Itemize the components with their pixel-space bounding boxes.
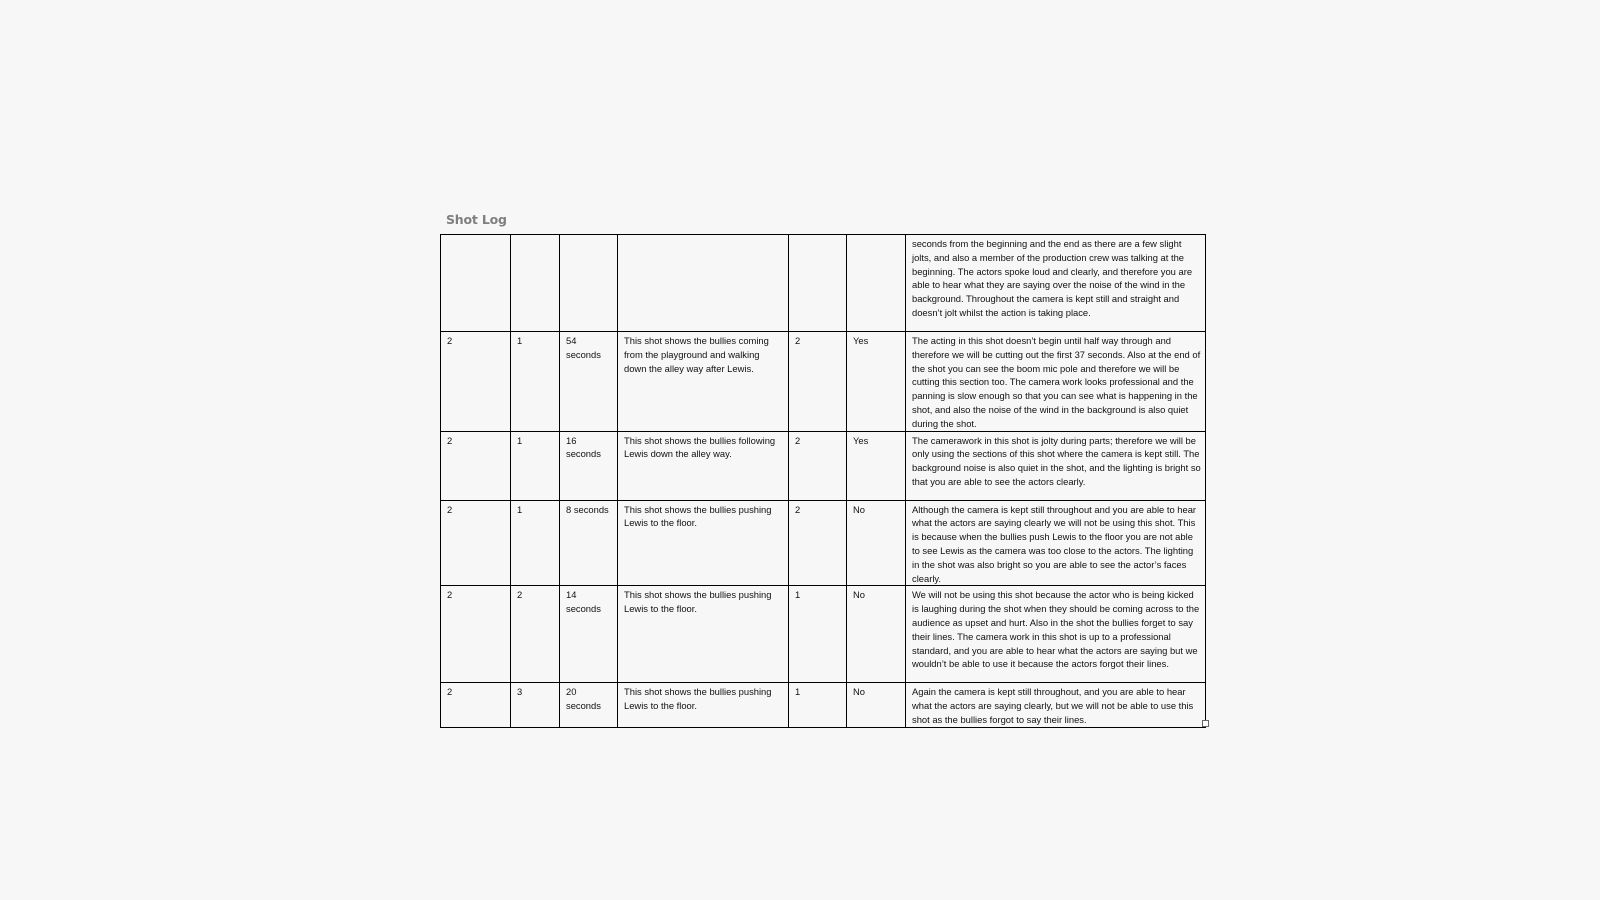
table-row [441, 683, 1206, 727]
notes-cell: We will not be using this shot because the actor who is being kicked is laughing during the shot when they should be coming across to the audience as upset and hurt. Also in the shot the bullies forget to say their lines. The camera work in this shot is up to a professional standard, and you are able to hear what the actors are saying but we wouldn’t be able to use it because the actors forgot their lines. [906, 586, 1206, 683]
document-title: Shot Log [446, 212, 507, 227]
notes-cell: The camerawork in this shot is jolty during parts; therefore we will be only using the sections of this shot where the camera is kept still. The background noise is also quiet in the shot, and the lighting is bright so that you are able to see the actors clearly. [906, 431, 1206, 500]
scene-cell: 2 [441, 586, 511, 683]
description-cell: This shot shows the bullies following Lewis down the alley way. [618, 431, 789, 500]
use-cell: Yes [847, 431, 906, 500]
take-cell: 2 [789, 500, 847, 586]
take-cell [789, 235, 847, 332]
length-cell [560, 235, 618, 332]
length-cell: 8 seconds [560, 500, 618, 586]
description-cell: This shot shows the bullies pushing Lewis to the floor. [618, 683, 789, 727]
table-row [441, 332, 1206, 432]
notes-cell: The acting in this shot doesn’t begin until half way through and therefore we will be cutting out the first 37 seconds. Also at the end of the shot you can see the boom mic pole and therefore we will be cutting this section too. The camera work looks professional and the panning is slow enough so that you can see what is happening in the shot, and also the noise of the wind in the background is also quiet during the shot. [906, 332, 1206, 432]
length-cell: 16 seconds [560, 431, 618, 500]
scene-cell: 2 [441, 683, 511, 727]
use-cell: No [847, 683, 906, 727]
shot-log-table [440, 234, 1206, 728]
table-row [441, 500, 1206, 586]
scene-cell: 2 [441, 500, 511, 586]
shot-cell: 1 [511, 431, 560, 500]
take-cell: 2 [789, 431, 847, 500]
notes-cell: Again the camera is kept still throughout, and you are able to hear what the actors are saying clearly, but we will not be able to use this shot as the bullies forgot to say their lines. [906, 683, 1206, 727]
shot-cell: 3 [511, 683, 560, 727]
length-cell: 20 seconds [560, 683, 618, 727]
take-cell: 1 [789, 683, 847, 727]
use-cell: No [847, 500, 906, 586]
use-cell: No [847, 586, 906, 683]
take-cell: 2 [789, 332, 847, 432]
table-row [441, 235, 1206, 332]
scene-cell [441, 235, 511, 332]
table-row [441, 431, 1206, 500]
scene-cell: 2 [441, 332, 511, 432]
shot-cell: 1 [511, 500, 560, 586]
description-cell: This shot shows the bullies pushing Lewis to the floor. [618, 586, 789, 683]
shot-cell: 2 [511, 586, 560, 683]
length-cell: 14 seconds [560, 586, 618, 683]
table-row [441, 586, 1206, 683]
take-cell: 1 [789, 586, 847, 683]
description-cell [618, 235, 789, 332]
shot-cell: 1 [511, 332, 560, 432]
description-cell: This shot shows the bullies coming from the playground and walking down the alley way after Lewis. [618, 332, 789, 432]
notes-cell: seconds from the beginning and the end as there are a few slight jolts, and also a member of the production crew was talking at the beginning. The actors spoke loud and clearly, and therefore you are able to hear what they are saying over the noise of the wind in the background. Throughout the camera is kept still and straight and doesn’t jolt whilst the action is taking place. [906, 235, 1206, 332]
description-cell: This shot shows the bullies pushing Lewis to the floor. [618, 500, 789, 586]
table-resize-handle[interactable] [1202, 720, 1209, 727]
use-cell: Yes [847, 332, 906, 432]
length-cell: 54 seconds [560, 332, 618, 432]
scene-cell: 2 [441, 431, 511, 500]
use-cell [847, 235, 906, 332]
notes-cell: Although the camera is kept still throughout and you are able to hear what the actors are saying clearly we will not be using this shot. This is because when the bullies push Lewis to the floor you are not able to see Lewis as the camera was too close to the actors. The lighting in the shot was also bright so you are able to see the actor’s faces clearly. [906, 500, 1206, 586]
shot-cell [511, 235, 560, 332]
